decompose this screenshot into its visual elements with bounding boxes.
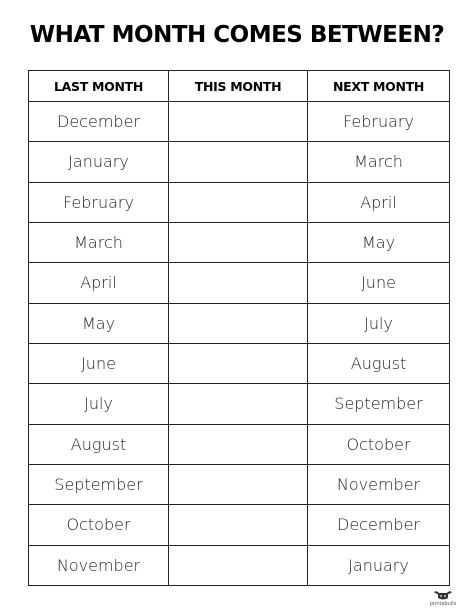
header-next-month: NEXT MONTH bbox=[308, 71, 450, 102]
next-month-cell: September bbox=[308, 384, 450, 424]
this-month-answer-cell[interactable] bbox=[169, 142, 308, 182]
header-row bbox=[29, 71, 450, 102]
this-month-answer-cell[interactable] bbox=[169, 102, 308, 142]
table-row bbox=[29, 343, 450, 383]
worksheet-title: WHAT MONTH COMES BETWEEN? bbox=[29, 22, 445, 48]
this-month-answer-cell[interactable] bbox=[169, 464, 308, 504]
next-month-cell: October bbox=[308, 424, 450, 464]
next-month-cell: May bbox=[308, 222, 450, 262]
this-month-answer-cell[interactable] bbox=[169, 384, 308, 424]
last-month-cell: December bbox=[29, 102, 169, 142]
next-month-cell: March bbox=[308, 142, 450, 182]
table-row bbox=[29, 303, 450, 343]
table-row bbox=[29, 222, 450, 262]
last-month-cell: June bbox=[29, 343, 169, 383]
last-month-cell: May bbox=[29, 303, 169, 343]
last-month-cell: January bbox=[29, 142, 169, 182]
table-row bbox=[29, 102, 450, 142]
table-row bbox=[29, 545, 450, 585]
table-row bbox=[29, 464, 450, 504]
last-month-cell: March bbox=[29, 222, 169, 262]
table-row bbox=[29, 384, 450, 424]
next-month-cell: December bbox=[308, 505, 450, 545]
header-last-month: LAST MONTH bbox=[29, 71, 169, 102]
last-month-cell: October bbox=[29, 505, 169, 545]
table-row bbox=[29, 263, 450, 303]
last-month-cell: November bbox=[29, 545, 169, 585]
last-month-cell: April bbox=[29, 263, 169, 303]
this-month-answer-cell[interactable] bbox=[169, 182, 308, 222]
this-month-answer-cell[interactable] bbox=[169, 222, 308, 262]
next-month-cell: November bbox=[308, 464, 450, 504]
last-month-cell: September bbox=[29, 464, 169, 504]
table-row bbox=[29, 142, 450, 182]
this-month-answer-cell[interactable] bbox=[169, 505, 308, 545]
month-table bbox=[28, 70, 450, 586]
bull-icon bbox=[432, 590, 454, 601]
this-month-answer-cell[interactable] bbox=[169, 343, 308, 383]
this-month-answer-cell[interactable] bbox=[169, 263, 308, 303]
printabulls-logo bbox=[426, 590, 460, 607]
last-month-cell: February bbox=[29, 182, 169, 222]
next-month-cell: June bbox=[308, 263, 450, 303]
next-month-cell: January bbox=[308, 545, 450, 585]
table-row bbox=[29, 424, 450, 464]
header-this-month: THIS MONTH bbox=[169, 71, 308, 102]
last-month-cell: July bbox=[29, 384, 169, 424]
logo-wordmark: printabulls bbox=[429, 601, 457, 607]
last-month-cell: August bbox=[29, 424, 169, 464]
next-month-cell: July bbox=[308, 303, 450, 343]
next-month-cell: February bbox=[308, 102, 450, 142]
table-row bbox=[29, 505, 450, 545]
next-month-cell: August bbox=[308, 343, 450, 383]
this-month-answer-cell[interactable] bbox=[169, 545, 308, 585]
table-row bbox=[29, 182, 450, 222]
next-month-cell: April bbox=[308, 182, 450, 222]
this-month-answer-cell[interactable] bbox=[169, 424, 308, 464]
this-month-answer-cell[interactable] bbox=[169, 303, 308, 343]
